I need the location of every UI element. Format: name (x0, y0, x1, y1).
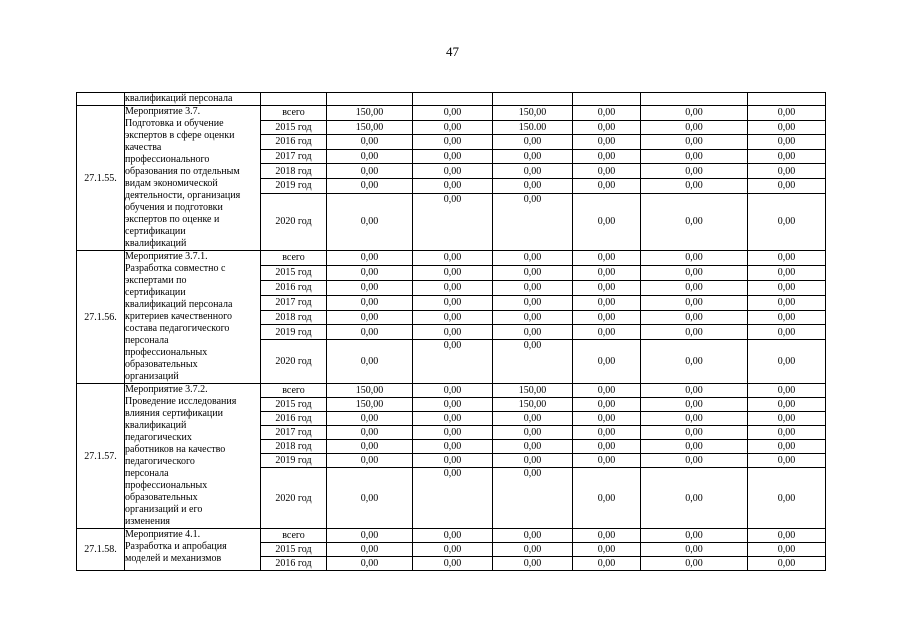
description-line: экспертов в сфере оценки (125, 130, 235, 141)
value-cell: 0,00 (748, 340, 826, 384)
value-cell: 0,00 (493, 340, 573, 384)
value-cell: 0,00 (748, 412, 826, 426)
description-line: изменения (125, 516, 171, 527)
value-cell: 0,00 (748, 295, 826, 310)
value-cell: 0,00 (413, 468, 493, 529)
value-cell: 0,00 (413, 557, 493, 571)
value-cell: 0,00 (748, 398, 826, 412)
row-number-cell: 27.1.57. (77, 384, 125, 529)
value-cell: 0,00 (748, 164, 826, 179)
value-cell: 0,00 (327, 529, 413, 543)
value-cell: 0,00 (641, 295, 748, 310)
value-cell: 0,00 (748, 120, 826, 135)
row-number-cell: 27.1.55. (77, 106, 125, 251)
value-cell: 0,00 (748, 178, 826, 193)
value-cell: 0,00 (641, 280, 748, 295)
value-cell: 0,00 (641, 384, 748, 398)
value-cell: 0,00 (327, 164, 413, 179)
value-cell: 0,00 (493, 295, 573, 310)
value-cell: 0,00 (748, 426, 826, 440)
value-cell: 0,00 (641, 251, 748, 266)
value-cell: 0,00 (641, 310, 748, 325)
year-cell: 2019 год (261, 454, 327, 468)
year-cell: 2019 год (261, 178, 327, 193)
value-cell: 0,00 (327, 340, 413, 384)
value-cell: 0,00 (641, 340, 748, 384)
value-cell: 0,00 (748, 468, 826, 529)
description-line: образовательных (125, 359, 198, 370)
value-cell: 0,00 (327, 280, 413, 295)
value-cell: 0,00 (413, 295, 493, 310)
value-cell (748, 93, 826, 106)
value-cell: 0,00 (573, 178, 641, 193)
description-line: Разработка совместно с (125, 263, 226, 274)
value-cell: 0,00 (413, 280, 493, 295)
year-cell: всего (261, 384, 327, 398)
value-cell: 0,00 (573, 340, 641, 384)
description-line: влияния сертификации (125, 408, 223, 419)
description-line: квалификаций персонала (125, 93, 233, 104)
table-body (77, 93, 826, 571)
value-cell: 0,00 (493, 193, 573, 250)
value-cell: 0,00 (641, 468, 748, 529)
year-cell: 2018 год (261, 440, 327, 454)
value-cell: 0,00 (327, 251, 413, 266)
value-cell: 0,00 (641, 543, 748, 557)
value-cell: 0,00 (493, 468, 573, 529)
description-line: Подготовка и обучение (125, 118, 224, 129)
description-line: организаций и его (125, 504, 203, 515)
value-cell: 0,00 (641, 412, 748, 426)
value-cell: 0,00 (413, 340, 493, 384)
value-cell: 150,00 (327, 398, 413, 412)
value-cell: 0,00 (493, 280, 573, 295)
description-line: работников на качество (125, 444, 226, 455)
value-cell: 0,00 (641, 529, 748, 543)
value-cell: 0,00 (573, 164, 641, 179)
year-cell: 2015 год (261, 265, 327, 280)
description-line: моделей и механизмов (125, 553, 222, 564)
year-cell: 2016 год (261, 135, 327, 150)
value-cell: 0,00 (748, 543, 826, 557)
description-line: педагогического (125, 456, 195, 467)
value-cell: 0,00 (493, 454, 573, 468)
description-cell (125, 384, 261, 529)
value-cell: 0,00 (573, 543, 641, 557)
value-cell: 0,00 (493, 310, 573, 325)
description-line: профессиональных (125, 480, 208, 491)
value-cell: 0,00 (573, 251, 641, 266)
value-cell: 0,00 (327, 193, 413, 250)
value-cell: 0,00 (573, 193, 641, 250)
description-line: квалификаций персонала (125, 299, 233, 310)
year-cell: 2016 год (261, 557, 327, 571)
value-cell: 0,00 (413, 325, 493, 340)
value-cell (327, 93, 413, 106)
year-cell: всего (261, 106, 327, 121)
value-cell: 0,00 (413, 543, 493, 557)
value-cell (573, 93, 641, 106)
value-cell: 0,00 (573, 120, 641, 135)
value-cell: 0,00 (413, 164, 493, 179)
value-cell: 0,00 (573, 440, 641, 454)
value-cell: 0,00 (413, 251, 493, 266)
row-number-cell: 27.1.58. (77, 529, 125, 571)
description-line: Мероприятие 3.7.2. (125, 384, 208, 395)
year-cell: 2017 год (261, 426, 327, 440)
year-cell: всего (261, 251, 327, 266)
value-cell: 0,00 (573, 135, 641, 150)
description-line: видам экономической (125, 178, 218, 189)
value-cell: 0,00 (327, 310, 413, 325)
value-cell: 0,00 (573, 265, 641, 280)
value-cell: 0,00 (327, 454, 413, 468)
value-cell: 0,00 (493, 135, 573, 150)
description-line: Мероприятие 3.7.1. (125, 251, 208, 262)
table-row (77, 106, 826, 121)
value-cell: 0,00 (748, 193, 826, 250)
description-line: квалификаций (125, 420, 187, 431)
value-cell: 0,00 (573, 454, 641, 468)
value-cell: 0,00 (748, 251, 826, 266)
id-cell (77, 93, 125, 106)
table-row (77, 384, 826, 398)
value-cell: 0,00 (327, 557, 413, 571)
description-line: Разработка и апробация (125, 541, 227, 552)
description-line: сертификации (125, 226, 186, 237)
description-line: персонала (125, 335, 169, 346)
value-cell: 0,00 (327, 178, 413, 193)
value-cell (641, 93, 748, 106)
value-cell: 0,00 (413, 529, 493, 543)
description-line: экспертами по (125, 275, 187, 286)
value-cell (413, 93, 493, 106)
value-cell: 0,00 (493, 325, 573, 340)
description-line: состава педагогического (125, 323, 230, 334)
value-cell: 0,00 (413, 426, 493, 440)
value-cell: 0,00 (413, 310, 493, 325)
value-cell: 0,00 (641, 440, 748, 454)
value-cell: 0,00 (573, 384, 641, 398)
year-cell: 2016 год (261, 280, 327, 295)
value-cell: 0,00 (493, 251, 573, 266)
value-cell: 0,00 (641, 557, 748, 571)
year-cell: 2016 год (261, 412, 327, 426)
value-cell: 0,00 (748, 106, 826, 121)
year-cell (261, 93, 327, 106)
value-cell: 0,00 (413, 135, 493, 150)
value-cell: 0,00 (413, 412, 493, 426)
value-cell: 150,00 (327, 384, 413, 398)
value-cell: 0,00 (573, 295, 641, 310)
description-line: Мероприятие 3.7. (125, 106, 201, 117)
value-cell: 0,00 (413, 384, 493, 398)
description-line: экспертов по оценке и (125, 214, 220, 225)
year-cell: 2017 год (261, 149, 327, 164)
value-cell (493, 93, 573, 106)
value-cell: 0,00 (641, 106, 748, 121)
value-cell: 0,00 (493, 412, 573, 426)
description-line: сертификации (125, 287, 186, 298)
year-cell: 2018 год (261, 310, 327, 325)
value-cell: 0,00 (413, 106, 493, 121)
description-cell (125, 251, 261, 384)
value-cell: 0,00 (493, 149, 573, 164)
value-cell: 0,00 (573, 468, 641, 529)
value-cell: 0,00 (573, 280, 641, 295)
value-cell: 0,00 (493, 164, 573, 179)
value-cell: 0,00 (327, 543, 413, 557)
value-cell: 0,00 (748, 280, 826, 295)
value-cell: 0,00 (573, 325, 641, 340)
value-cell: 0,00 (748, 149, 826, 164)
value-cell: 0,00 (573, 310, 641, 325)
value-cell: 0,00 (327, 265, 413, 280)
description-line: критериев качественного (125, 311, 232, 322)
value-cell: 0,00 (327, 149, 413, 164)
value-cell: 0,00 (573, 106, 641, 121)
value-cell: 0,00 (413, 265, 493, 280)
year-cell: 2019 год (261, 325, 327, 340)
description-line: организаций (125, 371, 179, 382)
value-cell: 0,00 (748, 454, 826, 468)
value-cell: 0,00 (327, 426, 413, 440)
year-cell: 2015 год (261, 543, 327, 557)
value-cell: 0,00 (493, 543, 573, 557)
description-line: Проведение исследования (125, 396, 237, 407)
value-cell: 0,00 (641, 178, 748, 193)
value-cell: 0,00 (493, 557, 573, 571)
value-cell: 0,00 (573, 529, 641, 543)
description-cell (125, 529, 261, 571)
value-cell: 0,00 (748, 310, 826, 325)
value-cell: 150,00 (493, 106, 573, 121)
value-cell: 0,00 (493, 529, 573, 543)
value-cell: 150,00 (327, 106, 413, 121)
row-number-cell: 27.1.56. (77, 251, 125, 384)
year-cell: 2017 год (261, 295, 327, 310)
value-cell: 0,00 (413, 454, 493, 468)
value-cell: 0,00 (641, 454, 748, 468)
budget-table (76, 92, 826, 571)
value-cell: 0,00 (493, 178, 573, 193)
description-line: качества (125, 142, 162, 153)
value-cell: 0,00 (573, 149, 641, 164)
value-cell: 0,00 (493, 426, 573, 440)
value-cell: 0,00 (327, 468, 413, 529)
value-cell: 0,00 (748, 384, 826, 398)
value-cell: 0,00 (327, 325, 413, 340)
value-cell: 0,00 (573, 398, 641, 412)
value-cell: 0,00 (413, 398, 493, 412)
value-cell: 0,00 (641, 120, 748, 135)
value-cell: 0,00 (641, 398, 748, 412)
description-line: профессиональных (125, 347, 208, 358)
description-line: Мероприятие 4.1. (125, 529, 201, 540)
value-cell: 0,00 (748, 440, 826, 454)
description-cell (125, 93, 261, 106)
value-cell: 0,00 (327, 440, 413, 454)
year-cell: 2015 год (261, 120, 327, 135)
value-cell: 150.00 (493, 120, 573, 135)
description-line: образовательных (125, 492, 198, 503)
value-cell: 0,00 (493, 440, 573, 454)
table-row (77, 251, 826, 266)
page-number: 47 (446, 44, 459, 59)
table-row-continuation (77, 93, 826, 106)
value-cell: 0,00 (641, 149, 748, 164)
value-cell: 0,00 (413, 120, 493, 135)
year-cell: 2020 год (261, 340, 327, 384)
description-line: профессионального (125, 154, 210, 165)
year-cell: 2018 год (261, 164, 327, 179)
description-line: квалификаций (125, 238, 187, 249)
description-line: обучения и подготовки (125, 202, 223, 213)
description-line: педагогических (125, 432, 192, 443)
description-line: персонала (125, 468, 169, 479)
year-cell: всего (261, 529, 327, 543)
value-cell: 0,00 (641, 426, 748, 440)
value-cell: 0,00 (748, 529, 826, 543)
value-cell: 0,00 (327, 412, 413, 426)
value-cell: 0,00 (413, 440, 493, 454)
value-cell: 0,00 (641, 135, 748, 150)
value-cell: 0,00 (413, 193, 493, 250)
value-cell: 0,00 (641, 164, 748, 179)
description-line: деятельности, организация (125, 190, 241, 201)
value-cell: 0,00 (413, 178, 493, 193)
value-cell: 0,00 (641, 325, 748, 340)
value-cell: 0,00 (413, 149, 493, 164)
value-cell: 0,00 (748, 265, 826, 280)
value-cell: 0,00 (327, 295, 413, 310)
description-line: образования по отдельным (125, 166, 240, 177)
table-row (77, 529, 826, 543)
value-cell: 0,00 (748, 557, 826, 571)
value-cell: 0,00 (573, 557, 641, 571)
value-cell: 0,00 (641, 193, 748, 250)
description-cell (125, 106, 261, 251)
value-cell: 0,00 (573, 426, 641, 440)
value-cell: 0,00 (327, 135, 413, 150)
value-cell: 150,00 (493, 398, 573, 412)
value-cell: 0,00 (748, 135, 826, 150)
value-cell: 0,00 (573, 412, 641, 426)
year-cell: 2020 год (261, 193, 327, 250)
year-cell: 2020 год (261, 468, 327, 529)
value-cell: 150,00 (327, 120, 413, 135)
value-cell: 0,00 (748, 325, 826, 340)
value-cell: 0,00 (493, 265, 573, 280)
value-cell: 150,00 (493, 384, 573, 398)
year-cell: 2015 год (261, 398, 327, 412)
value-cell: 0,00 (641, 265, 748, 280)
